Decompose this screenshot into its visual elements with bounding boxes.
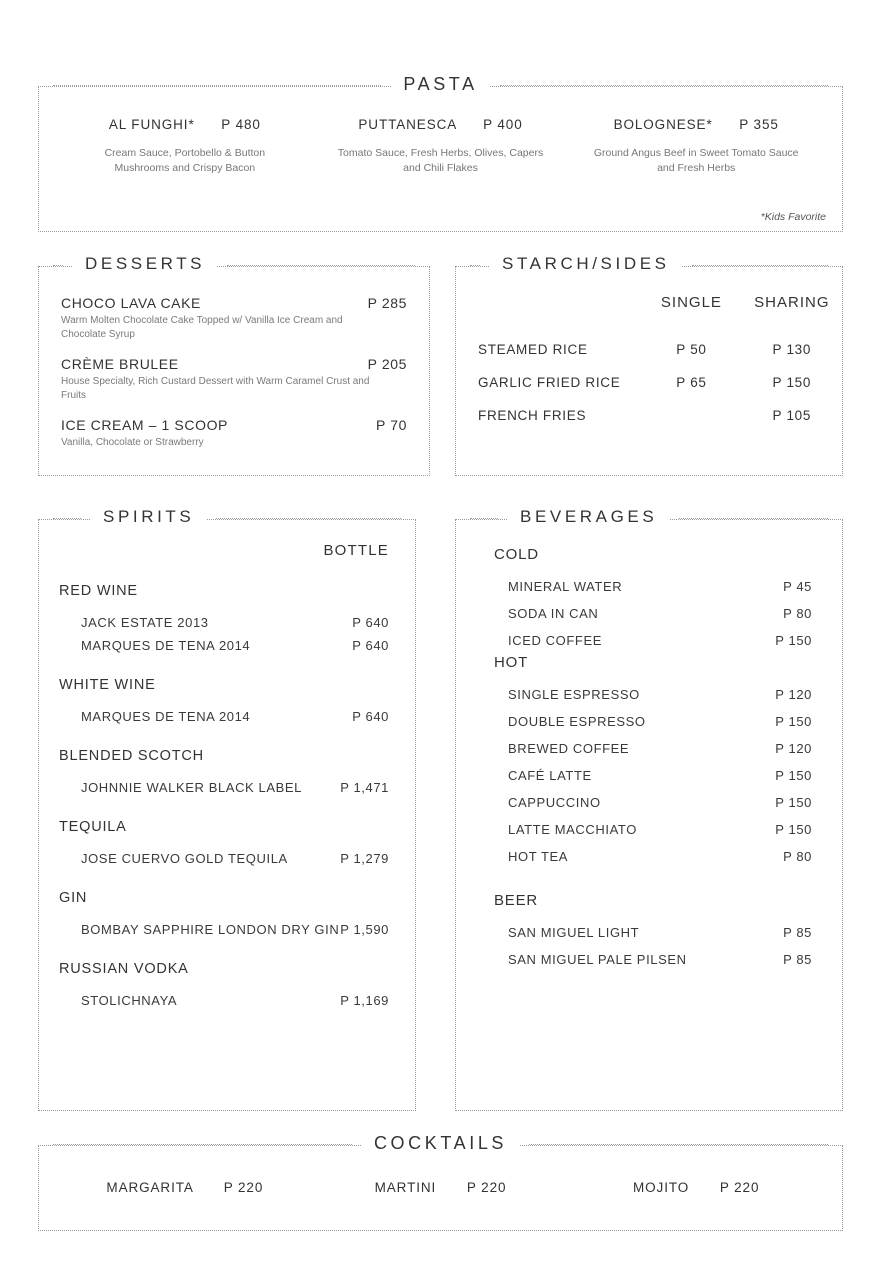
cocktail-item [568, 1180, 824, 1195]
section-header-desserts [39, 254, 429, 274]
spirit-item-name: STOLICHNAYA [81, 993, 178, 1008]
dessert-item [61, 356, 407, 403]
starch-sides-table [456, 293, 842, 432]
pasta-item [568, 117, 824, 176]
pasta-name-row [568, 117, 824, 132]
spirit-group [59, 677, 395, 728]
beverage-item-price: P 85 [783, 925, 812, 940]
spirit-category-label: BLENDED SCOTCH [59, 748, 204, 764]
list-item [476, 762, 822, 789]
table-row [456, 333, 842, 366]
dessert-name-row [61, 295, 407, 311]
spirit-item-name: JACK ESTATE 2013 [81, 615, 209, 630]
beverage-item-name: CAFÉ LATTE [508, 768, 592, 783]
list-item [59, 611, 395, 634]
spirit-group [59, 890, 395, 941]
beverage-item-name: SAN MIGUEL LIGHT [508, 925, 640, 940]
dessert-item-price: P 70 [376, 417, 407, 433]
dessert-name-row [61, 417, 407, 433]
beverage-category-label: HOT [494, 654, 529, 671]
spirit-category-label: RUSSIAN VODKA [59, 961, 189, 977]
cocktail-item-price: P 220 [223, 1180, 264, 1195]
section-header-cocktails [39, 1133, 842, 1154]
list-item [476, 843, 822, 870]
section-spirits [38, 507, 416, 1111]
header-rule-left [53, 85, 381, 86]
header-rule-right [500, 85, 828, 86]
dessert-item-description: Warm Molten Chocolate Cake Topped w/ Vanilla Ice Cream and Chocolate Syrup [61, 315, 343, 340]
section-title-pasta: PASTA [391, 74, 489, 95]
header-rule-right [529, 1144, 828, 1145]
section-header-spirits [39, 507, 415, 527]
cocktail-item [57, 1180, 313, 1195]
spirit-item-price: P 1,279 [340, 851, 389, 866]
beverage-item-name: SINGLE ESPRESSO [508, 687, 640, 702]
header-rule-right [679, 518, 828, 519]
header-rule-right [227, 265, 415, 266]
list-item [476, 708, 822, 735]
list-item [476, 600, 822, 627]
dessert-item-description: House Specialty, Rich Custard Dessert with Warm Caramel Crust and Fruits [61, 376, 370, 401]
section-pasta [38, 74, 843, 232]
column-header-single: SINGLE [660, 294, 722, 311]
list-item [476, 919, 822, 946]
list-item [476, 627, 822, 654]
beverage-item-price: P 85 [783, 952, 812, 967]
pasta-name-row [57, 117, 313, 132]
spirit-item-price: P 1,471 [340, 780, 389, 795]
pasta-item-name: BOLOGNESE* [613, 117, 713, 132]
list-item [476, 816, 822, 843]
spirits-content [39, 520, 415, 1012]
dessert-item-price: P 205 [367, 356, 407, 372]
beverage-item-name: BREWED COFFEE [508, 741, 630, 756]
beverage-item-name: ICED COFFEE [508, 633, 602, 648]
list-item [59, 705, 395, 728]
beverage-item-name: DOUBLE ESPRESSO [508, 714, 646, 729]
section-title-cocktails: COCKTAILS [362, 1133, 519, 1154]
beverage-item-name: CAPPUCCINO [508, 795, 601, 810]
beverage-item-name: LATTE MACCHIATO [508, 822, 637, 837]
spirit-item-price: P 1,590 [340, 922, 389, 937]
starch-item-sharing-price: P 150 [772, 375, 812, 390]
beverage-item-price: P 150 [775, 768, 812, 783]
dessert-item-description: Vanilla, Chocolate or Strawberry [61, 437, 204, 448]
beverage-item-price: P 120 [775, 741, 812, 756]
dessert-name-row [61, 356, 407, 372]
section-cocktails [38, 1133, 843, 1231]
dessert-item-name: CRÈME BRULEE [61, 356, 179, 372]
beverage-item-price: P 80 [783, 606, 812, 621]
beverage-item-price: P 150 [775, 633, 812, 648]
cocktail-item-name: MARTINI [374, 1180, 437, 1195]
header-rule-left [53, 265, 63, 266]
pasta-name-row [313, 117, 569, 132]
spirit-category-label: GIN [59, 890, 88, 906]
dessert-item-name: ICE CREAM – 1 SCOOP [61, 417, 228, 433]
pasta-item [57, 117, 313, 176]
header-rule-left [470, 265, 480, 266]
dessert-item-list [39, 267, 429, 450]
list-item [476, 735, 822, 762]
pasta-item-description: Ground Angus Beef in Sweet Tomato Sauce and Fresh Herbs [593, 147, 799, 175]
cocktail-item-name: MARGARITA [106, 1180, 194, 1195]
beverage-item-price: P 150 [775, 822, 812, 837]
table-header-row [456, 293, 842, 333]
cocktail-item-price: P 220 [466, 1180, 507, 1195]
starch-item-single-price [641, 399, 741, 432]
pasta-item [313, 117, 569, 176]
list-item [476, 789, 822, 816]
list-item [59, 989, 395, 1012]
pasta-item-name: AL FUNGHI* [108, 117, 195, 132]
table-row [456, 399, 842, 432]
spirit-group [59, 819, 395, 870]
column-header-bottle: BOTTLE [323, 542, 389, 559]
pasta-item-description: Tomato Sauce, Fresh Herbs, Olives, Capers and Chili Flakes [337, 147, 544, 175]
beverage-category-label: BEER [494, 892, 539, 909]
starch-item-sharing-price: P 130 [772, 342, 812, 357]
section-title-beverages: BEVERAGES [508, 507, 669, 527]
list-item [476, 573, 822, 600]
section-title-starch-sides: STARCH/SIDES [490, 254, 682, 274]
spirit-item-name: JOHNNIE WALKER BLACK LABEL [81, 780, 303, 795]
pasta-item-list [39, 87, 842, 176]
beverage-item-name: SAN MIGUEL PALE PILSEN [508, 952, 687, 967]
starch-item-name: GARLIC FRIED RICE [478, 375, 621, 390]
cocktail-item-price: P 220 [719, 1180, 760, 1195]
dessert-item [61, 417, 407, 450]
beverage-item-price: P 120 [775, 687, 812, 702]
section-header-pasta [39, 74, 842, 95]
beverage-item-name: MINERAL WATER [508, 579, 623, 594]
kids-favorite-note: *Kids Favorite [760, 211, 826, 223]
spirit-item-price: P 640 [352, 615, 389, 630]
header-rule-right [216, 518, 401, 519]
pasta-item-price: P 400 [483, 117, 523, 132]
beverage-item-name: HOT TEA [508, 849, 569, 864]
spirit-category-label: RED WINE [59, 583, 138, 599]
spirit-group [59, 583, 395, 657]
spirit-item-price: P 640 [352, 709, 389, 724]
header-rule-right [692, 265, 828, 266]
section-title-desserts: DESSERTS [73, 254, 217, 274]
section-header-starch-sides [456, 254, 842, 274]
beverage-item-price: P 150 [775, 714, 812, 729]
dessert-item-name: CHOCO LAVA CAKE [61, 295, 201, 311]
list-item [476, 946, 822, 973]
spirit-category-label: TEQUILA [59, 819, 127, 835]
header-rule-left [470, 518, 498, 519]
list-item [59, 634, 395, 657]
pasta-item-description: Cream Sauce, Portobello & Button Mushrooms and Crispy Bacon [104, 147, 266, 175]
dessert-item [61, 295, 407, 342]
section-header-beverages [456, 507, 842, 527]
beverage-item-price: P 150 [775, 795, 812, 810]
dessert-item-price: P 285 [367, 295, 407, 311]
spirit-item-price: P 1,169 [340, 993, 389, 1008]
spirit-category-label: WHITE WINE [59, 677, 156, 693]
beverages-content [456, 520, 842, 973]
cocktail-item-name: MOJITO [633, 1180, 690, 1195]
list-item [59, 776, 395, 799]
pasta-item-price: P 480 [221, 117, 261, 132]
starch-item-name: FRENCH FRIES [478, 408, 587, 423]
spirit-group [59, 748, 395, 799]
cocktail-item [313, 1180, 569, 1195]
beverage-group-cold [476, 546, 822, 654]
header-rule-left [53, 1144, 352, 1145]
beverage-group-beer [476, 892, 822, 973]
table-row [456, 366, 842, 399]
spirit-item-name: MARQUES DE TENA 2014 [81, 638, 251, 653]
starch-item-single-price: P 65 [676, 375, 707, 390]
spirit-item-name: JOSE CUERVO GOLD TEQUILA [81, 851, 288, 866]
list-item [59, 847, 395, 870]
spirit-item-price: P 640 [352, 638, 389, 653]
section-beverages [455, 507, 843, 1111]
list-item [59, 918, 395, 941]
spirit-item-name: BOMBAY SAPPHIRE LONDON DRY GIN [81, 922, 340, 937]
pasta-item-name: PUTTANESCA [358, 117, 457, 132]
spirit-item-name: MARQUES DE TENA 2014 [81, 709, 251, 724]
spirit-group [59, 961, 395, 1012]
beverage-item-name: SODA IN CAN [508, 606, 599, 621]
header-rule-left [53, 518, 81, 519]
section-starch-sides [455, 254, 843, 476]
column-header-sharing: SHARING [754, 294, 830, 311]
pasta-item-price: P 355 [739, 117, 779, 132]
section-title-spirits: SPIRITS [91, 507, 206, 527]
beverage-category-label: COLD [494, 546, 539, 563]
section-desserts [38, 254, 430, 476]
starch-item-sharing-price: P 105 [772, 408, 812, 423]
starch-item-name: STEAMED RICE [478, 342, 588, 357]
column-header-item [456, 293, 641, 333]
beverage-group-hot [476, 654, 822, 870]
starch-item-single-price: P 50 [676, 342, 707, 357]
beverage-item-price: P 80 [783, 849, 812, 864]
beverage-item-price: P 45 [783, 579, 812, 594]
list-item [476, 681, 822, 708]
